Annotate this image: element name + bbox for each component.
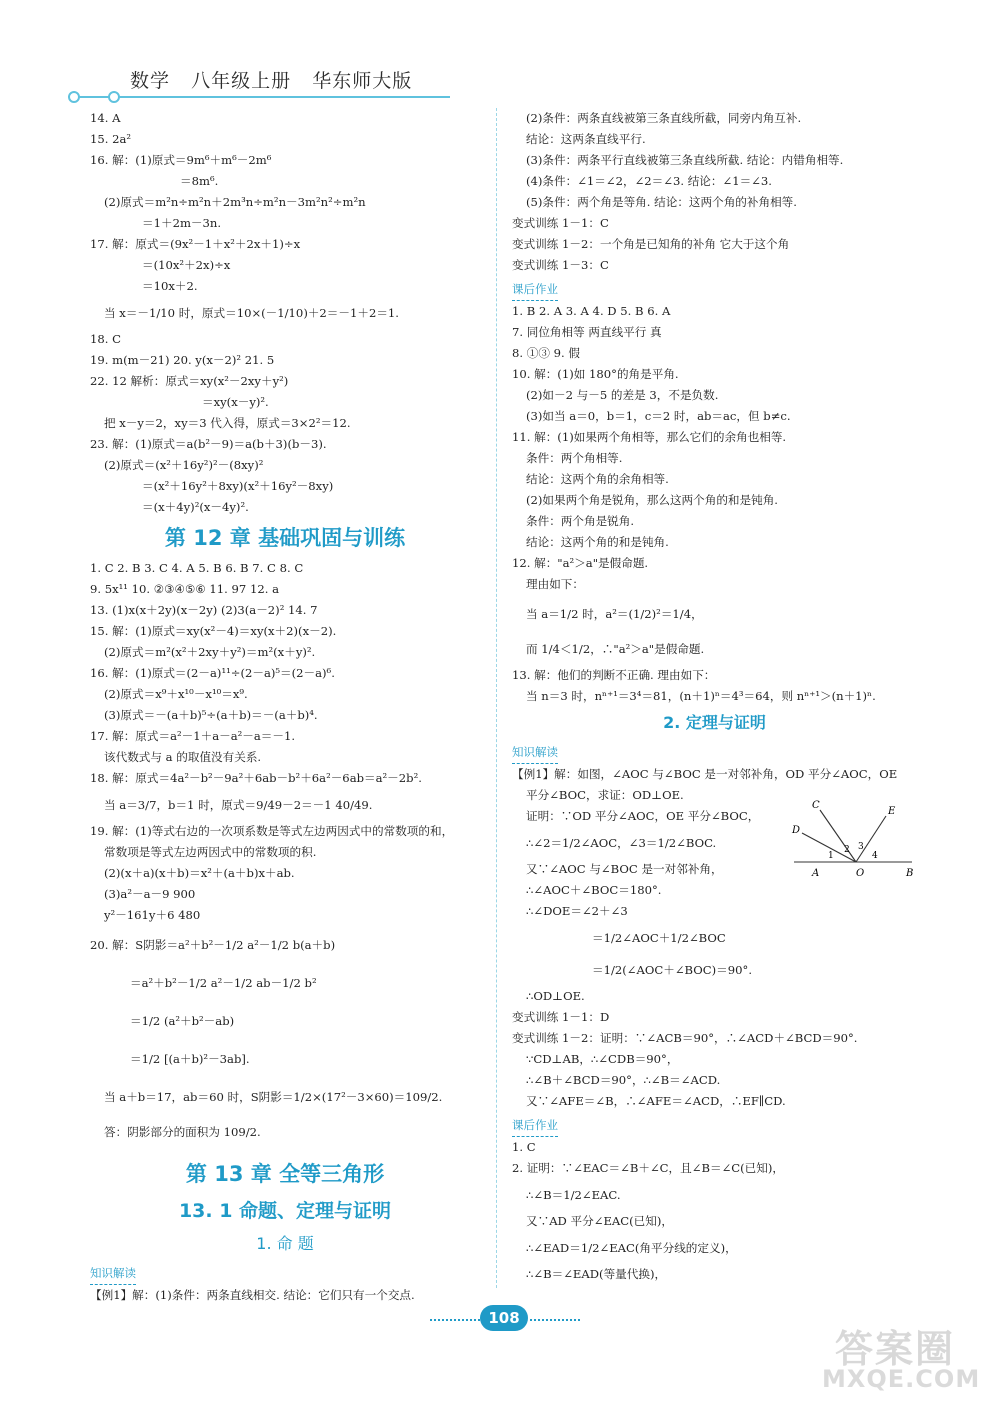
answer-line: ＝1＋2m－3n.: [142, 216, 222, 230]
answer-line: 结论：这两个角的余角相等.: [526, 472, 669, 486]
answer-line: 变式训练 1－3：C: [512, 258, 609, 272]
answer-line: 条件：两个角是锐角.: [526, 514, 635, 528]
answer-line: 23. 解：(1)原式＝a(b²－9)＝a(b＋3)(b－3).: [90, 437, 327, 451]
answer-line: 18. 解：原式＝4a²－b²－9a²＋6ab－b²＋6a²－6ab＝a²－2b².: [90, 771, 422, 785]
answer-line: 8. ①③ 9. 假: [512, 346, 580, 360]
answer-line: ∴OD⊥OE.: [526, 989, 585, 1003]
footer-dots-right: [530, 1319, 580, 1321]
answer-line: 常数项是等式左边两因式中的常数项的积.: [104, 845, 317, 859]
header-rule: [72, 96, 450, 98]
answer-line: (2)(x＋a)(x＋b)＝x²＋(a＋b)x＋ab.: [104, 866, 295, 880]
label-e: E: [888, 806, 896, 817]
watermark-url: MXQE.COM: [822, 1365, 981, 1393]
answer-line: 当 a＝3/7，b＝1 时，原式＝9/49－2＝－1 40/49.: [104, 798, 373, 812]
answer-line: 19. m(m－21) 20. y(x－2)² 21. 5: [90, 353, 275, 367]
ray-oc: [820, 810, 856, 862]
answer-line: y²－161y＋6 480: [104, 908, 201, 922]
answer-line: ∴∠B＝1/2∠EAC.: [526, 1188, 621, 1202]
answer-line: 结论：这两个角的和是钝角.: [526, 535, 669, 549]
watermark-logo: 答案圈: [835, 1327, 956, 1371]
right-column: [512, 108, 917, 1285]
answer-line: 1. C 2. B 3. C 4. A 5. B 6. B 7. C 8. C: [90, 561, 304, 575]
knowledge-tag: 知识解读: [90, 1262, 136, 1285]
answer-line: (2)条件：两条直线被第三条直线所截，同旁内角互补.: [526, 111, 802, 125]
answer-line: (2)原式＝(x²＋16y²)²－(8xy)²: [104, 458, 264, 472]
answer-line: (2)原式＝m²(x²＋2xy＋y²)＝m²(x＋y)².: [104, 645, 316, 659]
answer-line: 变式训练 1－2：一个角是已知角的补角 它大于这个角: [512, 237, 790, 251]
answer-line: 17. 解：原式＝a²－1＋a－a²－a＝－1.: [90, 729, 296, 743]
answer-line: 16. 解：(1)原式＝(2－a)¹¹÷(2－a)⁵＝(2－a)⁶.: [90, 666, 335, 680]
answer-line: (2)原式＝m²n÷m²n＋2m³n÷m²n－3m²n²÷m²n: [104, 195, 366, 209]
answer-line: 【例1】解：(1)条件：两条直线相交. 结论：它们只有一个交点.: [90, 1288, 415, 1302]
answer-line: 13. 解：他们的判断不正确. 理由如下：: [512, 668, 716, 682]
label-3: 3: [858, 842, 864, 852]
label-b: B: [906, 868, 914, 879]
answer-line: ＝10x＋2.: [142, 279, 198, 293]
answer-line: 把 x－y＝2，xy＝3 代入得，原式＝3×2²＝12.: [104, 416, 351, 430]
answer-line: (2)如－2 与－5 的差是 3，不是负数.: [526, 388, 719, 402]
header-dot-mid: [108, 91, 120, 103]
answer-line: (3)原式＝－(a＋b)⁵÷(a＋b)＝－(a＋b)⁴.: [104, 708, 318, 722]
answer-line: 2. 证明：∵∠EAC＝∠B＋∠C，且∠B＝∠C(已知)，: [512, 1161, 784, 1175]
label-a: A: [812, 868, 820, 879]
answer-line: 1. B 2. A 3. A 4. D 5. B 6. A: [512, 304, 671, 318]
answer-line: 而 1/4＜1/2，∴"a²＞a"是假命题.: [526, 642, 705, 656]
label-2: 2: [844, 845, 850, 855]
label-c: C: [812, 800, 820, 811]
answer-line: (4)条件：∠1＝∠2，∠2＝∠3. 结论：∠1＝∠3.: [526, 174, 772, 188]
answer-line: 条件：两个角相等.: [526, 451, 623, 465]
answer-line: 7. 同位角相等 两直线平行 真: [512, 325, 662, 339]
answer-line: ∵CD⊥AB，∴∠CDB＝90°，: [526, 1052, 679, 1066]
angle-figure: [784, 798, 914, 880]
answer-line: ∴∠B＋∠BCD＝90°，∴∠B＝∠ACD.: [526, 1073, 721, 1087]
answer-line: ∴∠2＝1/2∠AOC，∠3＝1/2∠BOC.: [526, 836, 717, 850]
answer-line: 9. 5x¹¹ 10. ②③④⑤⑥ 11. 97 12. a: [90, 582, 280, 596]
answer-line: 当 a＋b＝17，ab＝60 时，S阴影＝1/2×(17²－3×60)＝109/2.: [104, 1090, 443, 1104]
label-1: 1: [828, 851, 834, 861]
answer-line: 20. 解：S阴影＝a²＋b²－1/2 a²－1/2 b(a＋b): [90, 938, 336, 952]
answer-line: 10. 解：(1)如 180°的角是平角.: [512, 367, 679, 381]
answer-line: 当 n＝3 时，nⁿ⁺¹＝3⁴＝81，(n＋1)ⁿ＝4³＝64，则 nⁿ⁺¹＞(n＋1)ⁿ.: [526, 689, 876, 703]
answer-line: ＝1/2(∠AOC＋∠BOC)＝90°.: [592, 963, 753, 977]
chapter-12-title: 第 12 章 基础巩固与训练: [164, 526, 406, 550]
answer-line: 结论：这两条直线平行.: [526, 132, 646, 146]
answer-line: (5)条件：两个角是等角. 结论：这两个角的补角相等.: [526, 195, 797, 209]
answer-line: (2)原式＝x⁹＋x¹⁰－x¹⁰＝x⁹.: [104, 687, 248, 701]
ray-oe: [856, 816, 886, 862]
answer-line: ＝(10x²＋2x)÷x: [142, 258, 231, 272]
answer-line: 14. A: [90, 111, 121, 125]
header-title: 数学 八年级上册 华东师大版: [130, 70, 413, 92]
answer-line: ＝1/2 [(a＋b)²－3ab].: [130, 1052, 250, 1066]
answer-line: 19. 解：(1)等式右边的一次项系数是等式左边两因式中的常数项的和，: [90, 824, 454, 838]
label-o: O: [856, 868, 865, 879]
homework-tag: 课后作业: [512, 278, 558, 301]
answer-line: ＝1/2∠AOC＋1/2∠BOC: [592, 931, 726, 945]
left-column: [90, 108, 480, 1306]
label-4: 4: [872, 851, 878, 861]
answer-line: 理由如下：: [526, 577, 584, 591]
answer-line: 15. 解：(1)原式＝xy(x²－4)＝xy(x＋2)(x－2).: [90, 624, 337, 638]
answer-line: (3)如当 a＝0，b＝1，c＝2 时，ab＝ac，但 b≠c.: [526, 409, 791, 423]
answer-line: 16. 解：(1)原式＝9m⁶＋m⁶－2m⁶: [90, 153, 272, 167]
answer-line: 又∵AD 平分∠EAC(已知)，: [526, 1214, 673, 1228]
answer-line: 17. 解：原式＝(9x²－1＋x²＋2x＋1)÷x: [90, 237, 301, 251]
answer-line: 平分∠BOC，求证：OD⊥OE.: [526, 788, 684, 802]
answer-line: 15. 2a²: [90, 132, 132, 146]
answer-line: 18. C: [90, 332, 121, 346]
answer-line: ＝xy(x－y)².: [202, 395, 269, 409]
answer-line: 变式训练 1－1：C: [512, 216, 609, 230]
answer-line: ∴∠EAD＝1/2∠EAC(角平分线的定义)，: [526, 1241, 737, 1255]
answer-line: ＝a²＋b²－1/2 a²－1/2 ab－1/2 b²: [130, 976, 317, 990]
answer-line: (3)条件：两条平行直线被第三条直线所截. 结论：内错角相等.: [526, 153, 844, 167]
section-title: 13. 1 命题、定理与证明: [178, 1200, 392, 1222]
answer-line: (2)如果两个角是锐角，那么这两个角的和是钝角.: [526, 493, 778, 507]
answer-line: 答：阴影部分的面积为 109/2.: [104, 1125, 261, 1139]
answer-line: 证明：∵OD 平分∠AOC，OE 平分∠BOC，: [526, 809, 760, 823]
answer-line: 1. C: [512, 1140, 536, 1154]
page-number: 108: [480, 1305, 528, 1331]
answer-line: ＝1/2 (a²＋b²－ab): [130, 1014, 235, 1028]
label-d: D: [792, 825, 801, 836]
answer-line: 12. 解："a²＞a"是假命题.: [512, 556, 649, 570]
footer-dots-left: [430, 1319, 480, 1321]
chapter-13-title: 第 13 章 全等三角形: [185, 1162, 385, 1186]
answer-line: 22. 12 解析：原式＝xy(x²－2xy＋y²): [90, 374, 289, 388]
answer-line: 又∵∠AFE＝∠B，∴∠AFE＝∠ACD，∴EF∥CD.: [526, 1094, 786, 1108]
answer-line: ＝8m⁶.: [180, 174, 219, 188]
page-footer: [430, 1305, 580, 1335]
subsection-title: 2. 定理与证明: [663, 713, 766, 732]
answer-line: 当 x＝－1/10 时，原式＝10×(－1/10)＋2＝－1＋2＝1.: [104, 306, 399, 320]
answer-line: 又∵∠AOC 与∠BOC 是一对邻补角，: [526, 862, 723, 876]
answer-line: ∴∠B＝∠EAD(等量代换)，: [526, 1267, 667, 1281]
knowledge-tag: 知识解读: [512, 741, 558, 764]
answer-line: ＝(x＋4y)²(x－4y)².: [142, 500, 249, 514]
homework-tag: 课后作业: [512, 1114, 558, 1137]
column-divider: [496, 108, 497, 1288]
answer-line: (3)a²－a－9 900: [104, 887, 196, 901]
answer-line: 11. 解：(1)如果两个角相等，那么它们的余角也相等.: [512, 430, 787, 444]
subsection-title: 1. 命 题: [256, 1234, 314, 1253]
answer-line: ＝(x²＋16y²＋8xy)(x²＋16y²－8xy): [142, 479, 334, 493]
header-dot-left: [68, 91, 80, 103]
answer-line: 该代数式与 a 的取值没有关系.: [104, 750, 262, 764]
answer-line: ∴∠AOC＋∠BOC＝180°.: [526, 883, 662, 897]
answer-line: 当 a＝1/2 时，a²＝(1/2)²＝1/4，: [526, 607, 703, 621]
answer-line: 13. (1)x(x＋2y)(x－2y) (2)3(a－2)² 14. 7: [90, 603, 318, 617]
answer-line: ∴∠DOE＝∠2＋∠3: [526, 904, 628, 918]
answer-line: 变式训练 1－2：证明：∵∠ACB＝90°，∴∠ACD＋∠BCD＝90°.: [512, 1031, 858, 1045]
answer-line: 变式训练 1－1：D: [512, 1010, 610, 1024]
answer-line: 【例1】解：如图，∠AOC 与∠BOC 是一对邻补角，OD 平分∠AOC，OE: [512, 767, 898, 781]
